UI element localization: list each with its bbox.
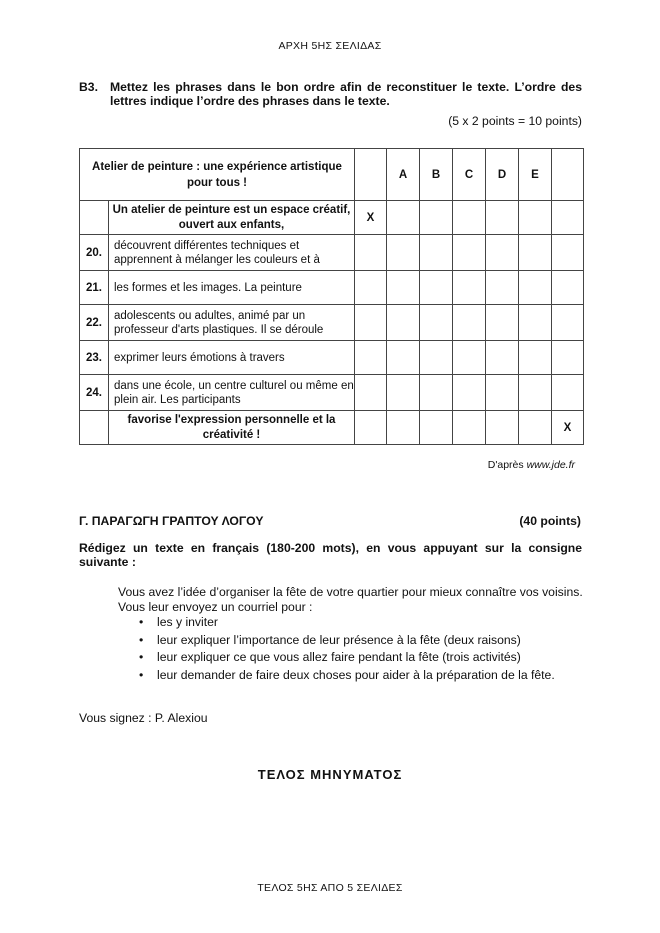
answer-cell[interactable] — [453, 341, 486, 375]
answer-cell[interactable] — [420, 201, 453, 235]
section-points: (40 points) — [519, 514, 581, 528]
answer-cell[interactable] — [519, 235, 552, 271]
answer-cell[interactable] — [486, 235, 519, 271]
answer-cell[interactable] — [519, 341, 552, 375]
table-cell — [552, 271, 584, 305]
answer-cell[interactable] — [486, 305, 519, 341]
sentence-fragment: dans une école, un centre culturel ou même en plein air. Les participants — [109, 375, 355, 411]
writing-instruction: Rédigez un texte en français (180-200 mots), en vous appuyant sur la consigne suivante : — [79, 541, 582, 569]
table-row-first — [80, 201, 584, 235]
row-number: 24. — [80, 375, 109, 411]
table-cell — [355, 411, 387, 445]
page-header: ΑΡΧΗ 5ΗΣ ΣΕΛΙΔΑΣ — [278, 40, 382, 52]
answer-cell[interactable] — [486, 341, 519, 375]
answer-cell[interactable] — [387, 341, 420, 375]
answer-cell[interactable] — [420, 341, 453, 375]
answer-cell[interactable] — [387, 411, 420, 445]
table-cell — [355, 149, 387, 201]
answer-cell[interactable] — [387, 235, 420, 271]
prompt-line: Vous avez l’idée d’organiser la fête de votre quartier pour mieux connaître vos voisins. — [118, 585, 583, 599]
table-cell — [80, 201, 109, 235]
table-cell — [552, 235, 584, 271]
answer-cell[interactable] — [387, 201, 420, 235]
row-number: 22. — [80, 305, 109, 341]
answer-cell[interactable] — [420, 411, 453, 445]
answer-cell[interactable] — [387, 375, 420, 411]
answer-cell[interactable] — [420, 271, 453, 305]
answer-cell[interactable] — [387, 271, 420, 305]
source-credit — [488, 459, 575, 471]
exercise-number: B3. — [79, 80, 98, 94]
table-cell — [355, 305, 387, 341]
table-row — [80, 305, 584, 341]
answer-cell[interactable] — [486, 411, 519, 445]
exercise-instruction-text: Mettez les phrases dans le bon ordre afin de reconstituer le texte. L’ordre des lettres indique l’ordre des phrases dans le texte. — [110, 80, 582, 108]
table-header-row — [80, 149, 584, 201]
answer-cell[interactable] — [519, 411, 552, 445]
row-number: 20. — [80, 235, 109, 271]
sentence-fragment: adolescents ou adultes, animé par un professeur d'arts plastiques. Il se déroule — [109, 305, 355, 341]
bullet-icon: • — [139, 650, 144, 664]
answer-cell[interactable] — [519, 305, 552, 341]
list-item: • les y inviter — [118, 614, 555, 632]
table-cell — [552, 375, 584, 411]
sentence-fragment: découvrent différentes techniques et apprennent à mélanger les couleurs et à — [109, 235, 355, 271]
signature-line: Vous signez : P. Alexiou — [79, 711, 208, 725]
header-letter: C — [453, 149, 486, 201]
table-cell — [552, 305, 584, 341]
section-title: Γ. ΠΑΡΑΓΩΓΗ ΓΡΑΠΤΟΥ ΛΟΓΟΥ — [79, 514, 264, 528]
table-row — [80, 341, 584, 375]
answer-cell[interactable] — [420, 235, 453, 271]
table-cell — [355, 235, 387, 271]
end-message: ΤΕΛΟΣ ΜΗΝΥΜΑΤΟΣ — [257, 767, 403, 782]
header-letter: D — [486, 149, 519, 201]
bullet-icon: • — [139, 615, 144, 629]
sentence-fragment: exprimer leurs émotions à travers — [109, 341, 355, 375]
sentence-fragment: les formes et les images. La peinture — [109, 271, 355, 305]
list-item: • leur expliquer l’importance de leur présence à la fête (deux raisons) — [118, 632, 555, 650]
bullet-icon: • — [139, 632, 144, 647]
last-sentence: favorise l'expression personnelle et la créativité ! — [109, 411, 355, 445]
table-cell — [552, 201, 584, 235]
source-site: www.jde.fr — [526, 459, 575, 471]
table-row-last — [80, 411, 584, 445]
exercise-b3-instruction — [79, 80, 582, 108]
table-row — [80, 271, 584, 305]
writing-prompt — [118, 585, 588, 614]
table-cell — [355, 271, 387, 305]
answer-cell[interactable] — [453, 235, 486, 271]
last-sentence-mark: X — [552, 411, 584, 445]
list-item: • leur demander de faire deux choses pour aider à la préparation de la fête. — [118, 667, 555, 685]
ordering-table — [79, 148, 584, 445]
prompt-line: Vous leur envoyez un courriel pour : — [118, 599, 313, 614]
page-footer: ΤΕΛΟΣ 5ΗΣ ΑΠΟ 5 ΣΕΛΙΔΕΣ — [257, 882, 403, 894]
answer-cell[interactable] — [420, 375, 453, 411]
first-sentence: Un atelier de peinture est un espace créatif, ouvert aux enfants, — [109, 201, 355, 235]
header-letter: B — [420, 149, 453, 201]
answer-cell[interactable] — [453, 271, 486, 305]
answer-cell[interactable] — [519, 201, 552, 235]
source-prefix: D'après — [487, 459, 527, 471]
answer-cell[interactable] — [453, 305, 486, 341]
table-title: Atelier de peinture : une expérience artistique pour tous ! — [80, 149, 355, 201]
answer-cell[interactable] — [486, 271, 519, 305]
table-cell — [552, 149, 584, 201]
answer-cell[interactable] — [453, 375, 486, 411]
header-letter: A — [387, 149, 420, 201]
first-sentence-mark: X — [355, 201, 387, 235]
row-number: 21. — [80, 271, 109, 305]
answer-cell[interactable] — [453, 411, 486, 445]
list-item: • leur expliquer ce que vous allez faire pendant la fête (trois activités) — [118, 649, 555, 667]
table-cell — [80, 411, 109, 445]
exercise-points: (5 x 2 points = 10 points) — [448, 114, 582, 128]
answer-cell[interactable] — [420, 305, 453, 341]
table-cell — [552, 341, 584, 375]
task-list — [118, 614, 555, 684]
table-row — [80, 375, 584, 411]
table-cell — [355, 375, 387, 411]
table-row — [80, 235, 584, 271]
header-letter: E — [519, 149, 552, 201]
row-number: 23. — [80, 341, 109, 375]
answer-cell[interactable] — [387, 305, 420, 341]
answer-cell[interactable] — [453, 201, 486, 235]
answer-cell[interactable] — [519, 271, 552, 305]
table-cell — [355, 341, 387, 375]
answer-cell[interactable] — [486, 375, 519, 411]
answer-cell[interactable] — [519, 375, 552, 411]
bullet-icon: • — [139, 667, 144, 682]
answer-cell[interactable] — [486, 201, 519, 235]
